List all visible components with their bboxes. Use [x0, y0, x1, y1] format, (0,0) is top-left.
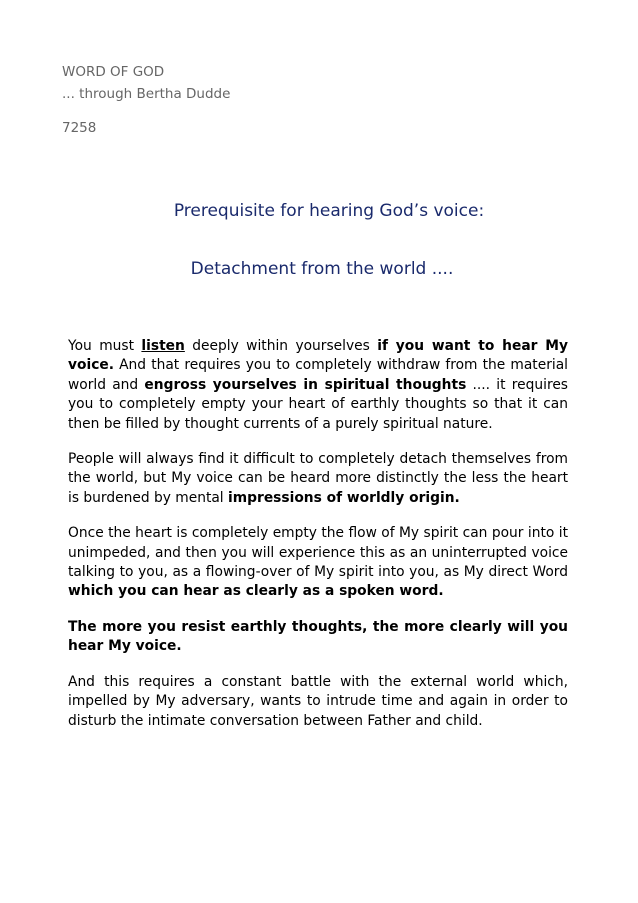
paragraph-2: [68, 450, 568, 508]
text-run: deeply within yourselves: [184, 338, 378, 354]
bold-run: engross yourselves in spiritual thoughts: [144, 376, 467, 393]
bold-run: impressions of worldly origin.: [228, 489, 460, 506]
paragraph-5: [68, 673, 568, 731]
bold-run: if you want to hear My voice.: [68, 338, 568, 374]
bold-run: which you can hear as clearly as a spoken word.: [68, 583, 444, 600]
text-run: And this requires a constant battle with the external world which, impelled by My adversary, wants to intrude time and again in order to disturb the intimate conversation between Father and child.: [68, 673, 568, 729]
body-text: [68, 337, 568, 747]
emphasis-listen: listen: [141, 338, 185, 354]
text-run: Once the heart is completely empty the flow of My spirit can pour into it unimpeded, and then you will experience this as an uninterrupted voice talking to you, as a flowing-over of My spirit into you, as My direct Word: [68, 525, 568, 581]
paragraph-3: [68, 524, 568, 602]
text-run: People will always find it difficult to completely detach themselves from the world, but My voice can be heard more distinctly the less the heart is burdened by mental: [68, 451, 568, 506]
title-line-2: Detachment from the world ....: [190, 259, 454, 279]
message-number: 7258: [62, 120, 97, 136]
paragraph-1: [68, 337, 568, 434]
text-run: .... it requires you to completely empty your heart of earthly thoughts so that it can then be filled by thought currents of a purely spiritual nature.: [68, 376, 568, 432]
title-line-1: Prerequisite for hearing God’s voice:: [173, 201, 485, 221]
header-author: ... through Bertha Dudde: [62, 86, 231, 102]
text-run: And that requires you to completely withdraw from the material world and: [68, 357, 568, 393]
text-run: You must: [68, 338, 142, 354]
bold-run: The more you resist earthly thoughts, the more clearly will you hear My voice.: [68, 618, 568, 655]
paragraph-4: [68, 618, 568, 657]
header-title: WORD OF GOD: [62, 64, 165, 80]
